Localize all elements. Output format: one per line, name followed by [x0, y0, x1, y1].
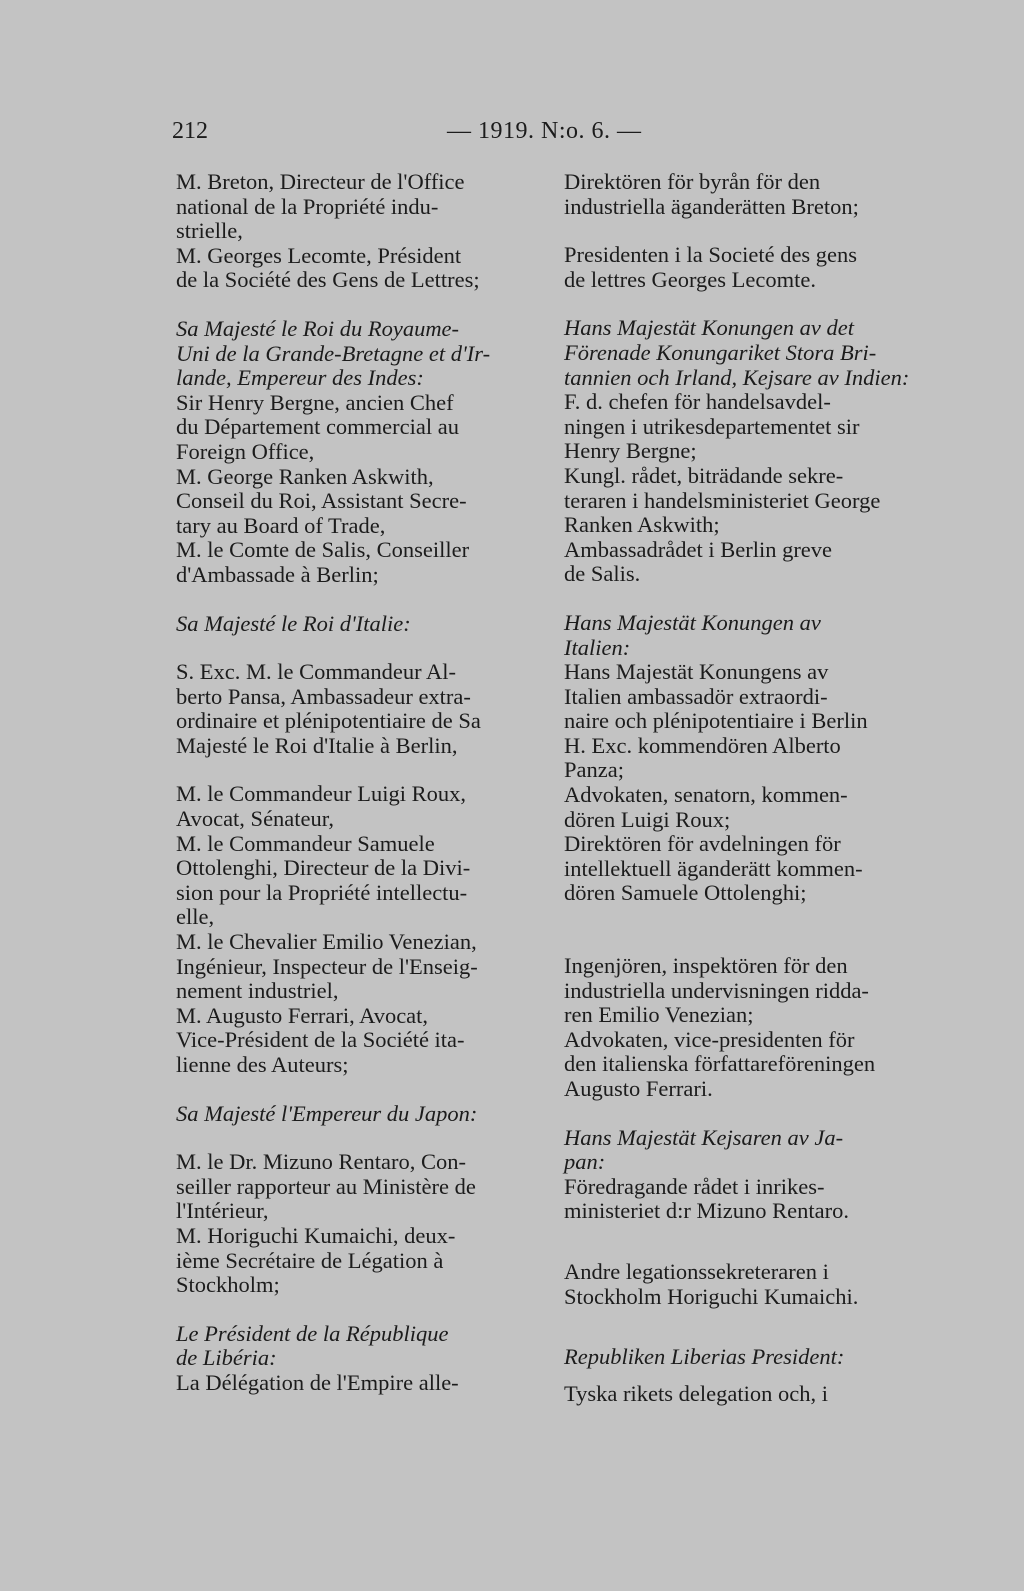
swedish-heading: Republiken Liberias President:	[564, 1344, 845, 1370]
swedish-heading: Hans Majestät Konungen av Italien:	[564, 609, 821, 660]
french-paragraph: M. Georges Lecomte, Président de la Société des Gens de Lettres;	[176, 242, 480, 293]
swedish-paragraph: Ingenjören, inspektören för den industriella undervisningen ridda- ren Emilio Venezian;	[564, 953, 869, 1028]
page-header	[172, 118, 928, 152]
swedish-heading: Hans Majestät Konungen av det Förenade Konungariket Stora Bri- tannien och Irland, Kejsare av Indien:	[564, 315, 910, 390]
french-paragraph: M. le Commandeur Luigi Roux, Avocat, Sénateur,	[176, 781, 466, 832]
swedish-paragraph: Presidenten i la Societé des gens de lettres Georges Lecomte.	[564, 242, 858, 292]
french-column	[176, 170, 544, 1396]
french-paragraph: M. le Comte de Salis, Conseiller d'Ambassade à Berlin;	[176, 537, 470, 587]
swedish-paragraph: Andre legationssekreteraren i Stockholm Horiguchi Kumaichi.	[564, 1258, 859, 1309]
french-heading: Sa Majesté le Roi d'Italie:	[176, 610, 411, 636]
french-heading: Sa Majesté le Roi du Royaume- Uni de la Grande-Bretagne et d'Ir- lande, Empereur des Indes:	[176, 315, 491, 391]
swedish-paragraph: Ambassadrådet i Berlin greve de Salis.	[564, 536, 833, 587]
swedish-paragraph: Advokaten, vice-presidenten för den italienska författareföreningen Augusto Ferrari.	[564, 1026, 876, 1101]
french-heading: Sa Majesté l'Empereur du Japon:	[176, 1100, 478, 1126]
french-paragraph: M. Breton, Directeur de l'Office national de la Propriété indu- strielle,	[176, 169, 465, 244]
page-number: 212	[172, 118, 208, 144]
french-paragraph: S. Exc. M. le Commandeur Al- berto Pansa, Ambassadeur extra- ordinaire et plénipotentiaire de Sa Majesté le Roi d'Italie à Berlin,	[176, 659, 481, 758]
swedish-heading: Hans Majestät Kejsaren av Ja- pan:	[564, 1124, 844, 1175]
running-title: — 1919. N:o. 6. —	[447, 118, 642, 144]
french-paragraph: La Délégation de l'Empire alle-	[176, 1369, 459, 1395]
french-heading: Le Président de la République de Libéria:	[176, 1320, 449, 1371]
french-paragraph: M. le Commandeur Samuele Ottolenghi, Directeur de la Divi- sion pour la Propriété intellectu- elle,	[176, 830, 471, 930]
french-paragraph: M. George Ranken Askwith, Conseil du Roi, Assistant Secre- tary au Board of Trade,	[176, 463, 467, 538]
french-paragraph: M. Horiguchi Kumaichi, deux- ième Secrétaire de Légation à Stockholm;	[176, 1222, 456, 1298]
french-paragraph: M. le Chevalier Emilio Venezian, Ingénieur, Inspecteur de l'Enseig- nement industriel,	[176, 929, 478, 1004]
swedish-paragraph: Tyska rikets delegation och, i	[564, 1380, 828, 1406]
french-paragraph: M. le Dr. Mizuno Rentaro, Con- seiller rapporteur au Ministère de l'Intérieur,	[176, 1149, 476, 1224]
swedish-paragraph: Direktören för byrån för den industriella äganderätten Breton;	[564, 169, 859, 219]
swedish-paragraph: Föredragande rådet i inrikes- ministeriet d:r Mizuno Rentaro.	[564, 1173, 849, 1224]
french-paragraph: Sir Henry Bergne, ancien Chef du Département commercial au Foreign Office,	[176, 389, 459, 464]
french-paragraph: M. Augusto Ferrari, Avocat, Vice-Président de la Société ita- lienne des Auteurs;	[176, 1002, 465, 1077]
swedish-paragraph: F. d. chefen för handelsavdel- ningen i utrikesdepartementet sir Henry Bergne;	[564, 389, 860, 464]
swedish-paragraph: Kungl. rådet, biträdande sekre- teraren i handelsministeriet George Ranken Askwith;	[564, 462, 881, 538]
swedish-paragraph: Hans Majestät Konungens av Italien ambassadör extraordi- naire och plénipotentiaire i Berlin H. Exc. kommendören Alberto Panza;	[564, 659, 868, 783]
swedish-column	[564, 170, 932, 1406]
swedish-paragraph: Advokaten, senatorn, kommen- dören Luigi Roux;	[564, 782, 848, 832]
swedish-paragraph: Direktören för avdelningen för intellektuell äganderätt kommen- dören Samuele Ottolenghi;	[564, 831, 863, 906]
